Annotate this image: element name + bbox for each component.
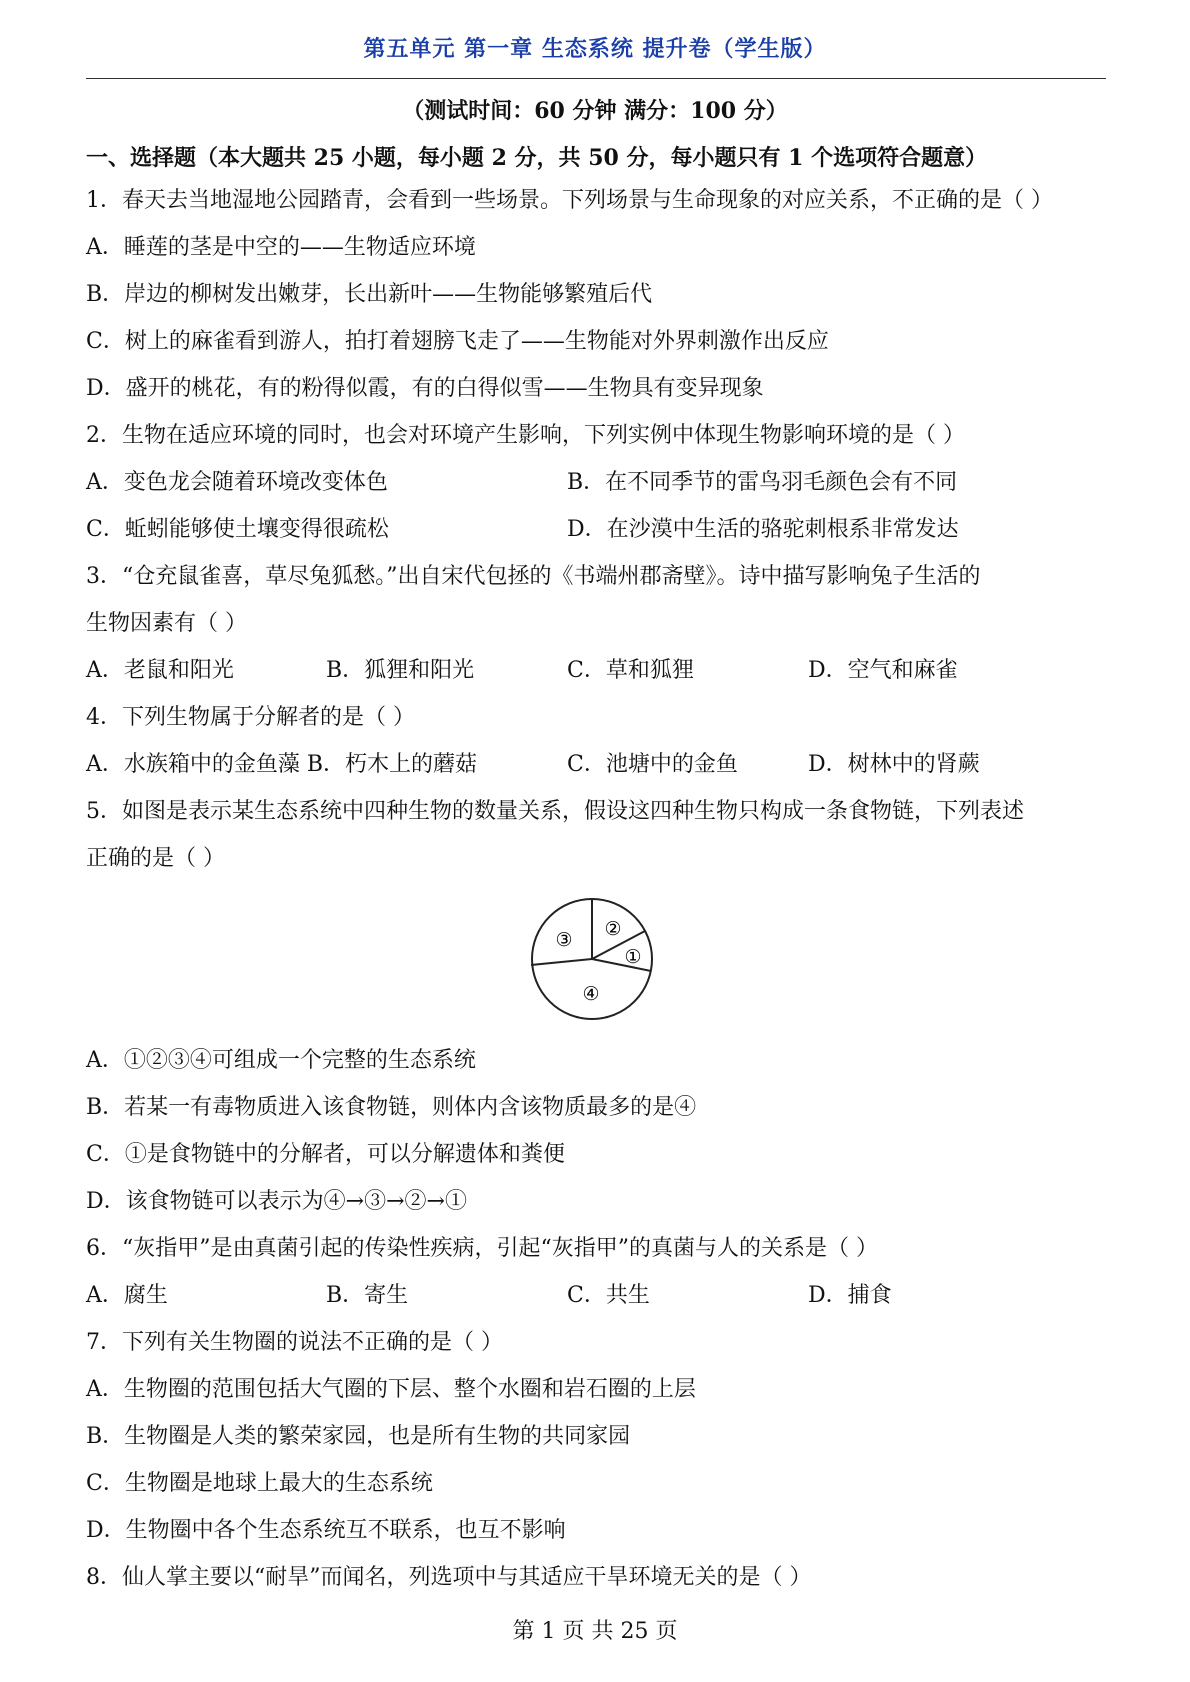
- question-7-stem: 7．下列有关生物圈的说法不正确的是（ ）: [86, 1330, 503, 1355]
- question-7-option-a: A．生物圈的范围包括大气圈的下层、整个水圈和岩石圈的上层: [86, 1377, 696, 1402]
- question-2-option-b: B．在不同季节的雷鸟羽毛颜色会有不同: [567, 470, 958, 495]
- document-title: 第五单元 第一章 生态系统 提升卷（学生版）: [363, 37, 827, 62]
- pie-divider-left: [531, 959, 592, 965]
- section-heading: 一、选择题（本大题共 25 小题，每小题 2 分，共 50 分，每小题只有 1 个选项符合题意）: [86, 145, 988, 171]
- question-7-option-c: C．生物圈是地球上最大的生态系统: [86, 1471, 433, 1496]
- question-6-option-d: D．捕食: [808, 1283, 892, 1308]
- pie-label-3: ③: [555, 929, 573, 951]
- question-6-stem: 6．“灰指甲”是由真菌引起的传染性疾病，引起“灰指甲”的真菌与人的关系是（ ）: [86, 1236, 878, 1261]
- question-2-option-d: D．在沙漠中生活的骆驼刺根系非常发达: [567, 517, 959, 542]
- question-1-option-d: D．盛开的桃花，有的粉得似霞，有的白得似雪——生物具有变异现象: [86, 376, 764, 401]
- question-4-option-c: C．池塘中的金鱼: [567, 752, 738, 777]
- question-2-option-a: A．变色龙会随着环境改变体色: [86, 470, 388, 495]
- question-2-stem: 2．生物在适应环境的同时，也会对环境产生影响，下列实例中体现生物影响环境的是（ ）: [86, 423, 965, 448]
- exam-info: （测试时间：60 分钟 满分：100 分）: [402, 98, 788, 124]
- question-2-option-c: C．蚯蚓能够使土壤变得很疏松: [86, 517, 389, 542]
- question-4-stem: 4．下列生物属于分解者的是（ ）: [86, 705, 415, 730]
- question-1-option-b: B．岸边的柳树发出嫩芽，长出新叶——生物能够繁殖后代: [86, 282, 653, 307]
- question-3-option-c: C．草和狐狸: [567, 658, 694, 683]
- question-5-option-c: C．①是食物链中的分解者，可以分解遗体和粪便: [86, 1142, 565, 1167]
- question-1-stem: 1．春天去当地湿地公园踏青，会看到一些场景。下列场景与生命现象的对应关系，不正确的是（ ）: [86, 188, 1053, 213]
- pie-label-2: ②: [604, 918, 622, 940]
- question-5-stem-line1: 5．如图是表示某生态系统中四种生物的数量关系，假设这四种生物只构成一条食物链，下列表述: [86, 799, 1025, 824]
- question-3-option-d: D．空气和麻雀: [808, 658, 958, 683]
- question-4-option-d: D．树林中的肾蕨: [808, 752, 980, 777]
- pie-label-4: ④: [582, 983, 600, 1005]
- pie-divider-lower-right: [592, 959, 651, 971]
- question-1-option-c: C．树上的麻雀看到游人，拍打着翅膀飞走了——生物能对外界刺激作出反应: [86, 329, 829, 354]
- question-3-stem-line1: 3．“仓充鼠雀喜，草尽兔狐愁。”出自宋代包拯的《书端州郡斋壁》。诗中描写影响兔子生活的: [86, 564, 981, 589]
- question-5-option-a: A．①②③④可组成一个完整的生态系统: [86, 1048, 476, 1073]
- question-6-option-a: A．腐生: [86, 1283, 168, 1308]
- question-3-stem-line2: 生物因素有（ ）: [86, 611, 247, 636]
- question-5-option-b: B．若某一有毒物质进入该食物链，则体内含该物质最多的是④: [86, 1095, 697, 1120]
- page-footer: 第 1 页 共 25 页: [512, 1619, 678, 1644]
- pie-label-1: ①: [624, 946, 642, 968]
- question-6-option-c: C．共生: [567, 1283, 650, 1308]
- question-8-stem: 8．仙人掌主要以“耐旱”而闻名，列选项中与其适应干旱环境无关的是（ ）: [86, 1565, 812, 1590]
- question-5-stem-line2: 正确的是（ ）: [86, 846, 225, 871]
- question-7-option-b: B．生物圈是人类的繁荣家园，也是所有生物的共同家园: [86, 1424, 631, 1449]
- question-6-option-b: B．寄生: [326, 1283, 409, 1308]
- header-rule: [86, 78, 1106, 79]
- question-3-option-b: B．狐狸和阳光: [326, 658, 475, 683]
- question-4-option-ab: A．水族箱中的金鱼藻 B．朽木上的蘑菇: [86, 752, 478, 777]
- question-5-option-d: D．该食物链可以表示为④→③→②→①: [86, 1189, 467, 1214]
- food-chain-pie-figure: [528, 895, 656, 1023]
- question-7-option-d: D．生物圈中各个生态系统互不联系，也互不影响: [86, 1518, 566, 1543]
- question-1-option-a: A．睡莲的茎是中空的——生物适应环境: [86, 235, 476, 260]
- question-3-option-a: A．老鼠和阳光: [86, 658, 234, 683]
